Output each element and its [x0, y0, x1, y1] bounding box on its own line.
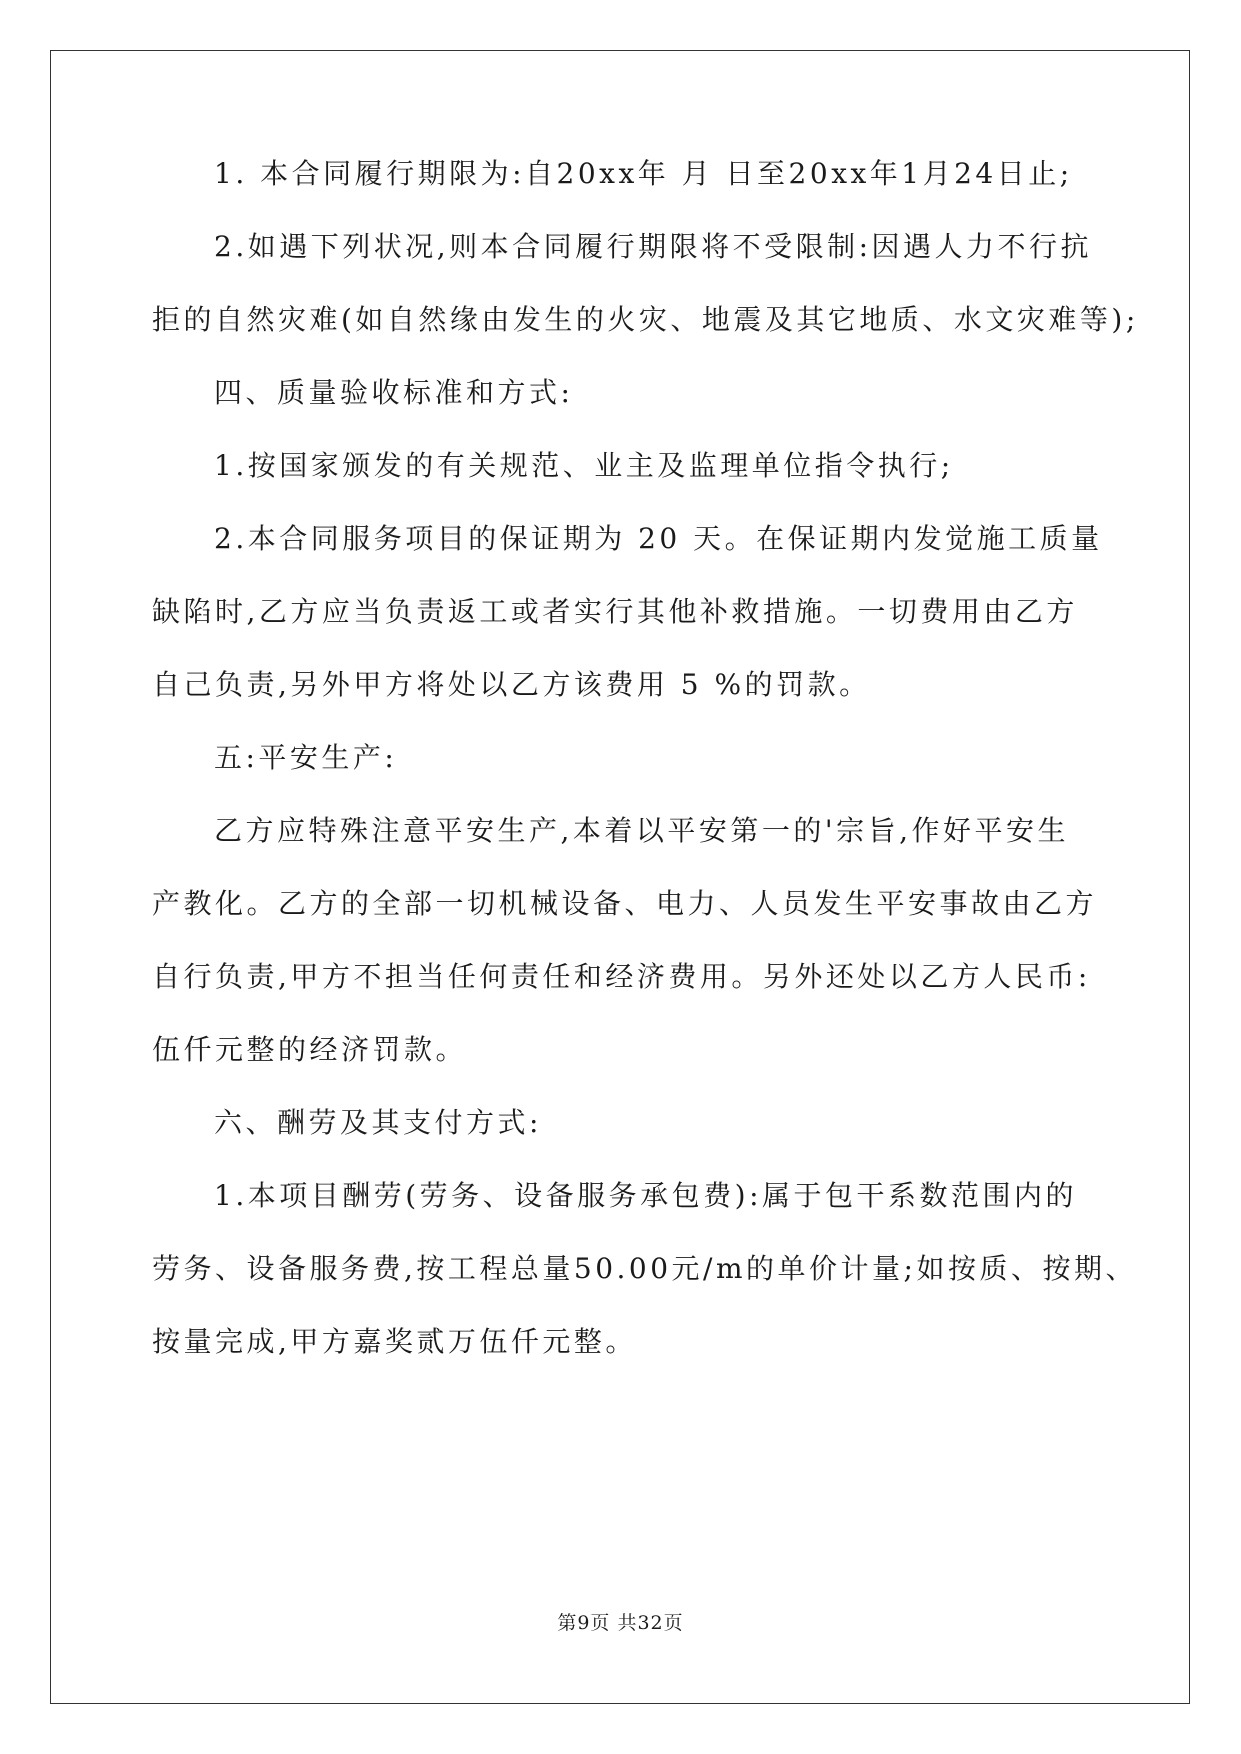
text-line: 乙方应特殊注意平安生产,本着以平安第一的'宗旨,作好平安生 [214, 814, 1070, 847]
text-line: 自己负责,另外甲方将处以乙方该费用 5 %的罚款。 [152, 668, 871, 701]
section-heading: 六、酬劳及其支付方式: [214, 1106, 542, 1139]
text-line: 2.如遇下列状况,则本合同履行期限将不受限制:因遇人力不行抗 [214, 230, 1093, 263]
text-line: 1.按国家颁发的有关规范、业主及监理单位指令执行; [214, 449, 954, 482]
text-line: 伍仟元整的经济罚款。 [152, 1033, 468, 1066]
text-line: 劳务、设备服务费,按工程总量50.00元/m的单价计量;如按质、按期、 [152, 1252, 1137, 1285]
text-line: 1.本项目酬劳(劳务、设备服务承包费):属于包干系数范围内的 [214, 1179, 1077, 1212]
section-heading: 五:平安生产: [214, 741, 398, 774]
text-line: 1. 本合同履行期限为:自20xx年 月 日至20xx年1月24日止; [214, 157, 1073, 190]
text-line: 缺陷时,乙方应当负责返工或者实行其他补救措施。一切费用由乙方 [152, 595, 1078, 628]
text-line: 产教化。乙方的全部一切机械设备、电力、人员发生平安事故由乙方 [152, 887, 1098, 920]
text-line: 按量完成,甲方嘉奖贰万伍仟元整。 [152, 1325, 637, 1358]
section-heading: 四、质量验收标准和方式: [214, 376, 574, 409]
text-line: 自行负责,甲方不担当任何责任和经济费用。另外还处以乙方人民币: [152, 960, 1091, 993]
page-border [50, 50, 1190, 1704]
page-number-footer: 第9页 共32页 [557, 1612, 684, 1634]
text-line: 2.本合同服务项目的保证期为 20 天。在保证期内发觉施工质量 [214, 522, 1103, 555]
text-line: 拒的自然灾难(如自然缘由发生的火灾、地震及其它地质、水文灾难等); [152, 303, 1139, 336]
